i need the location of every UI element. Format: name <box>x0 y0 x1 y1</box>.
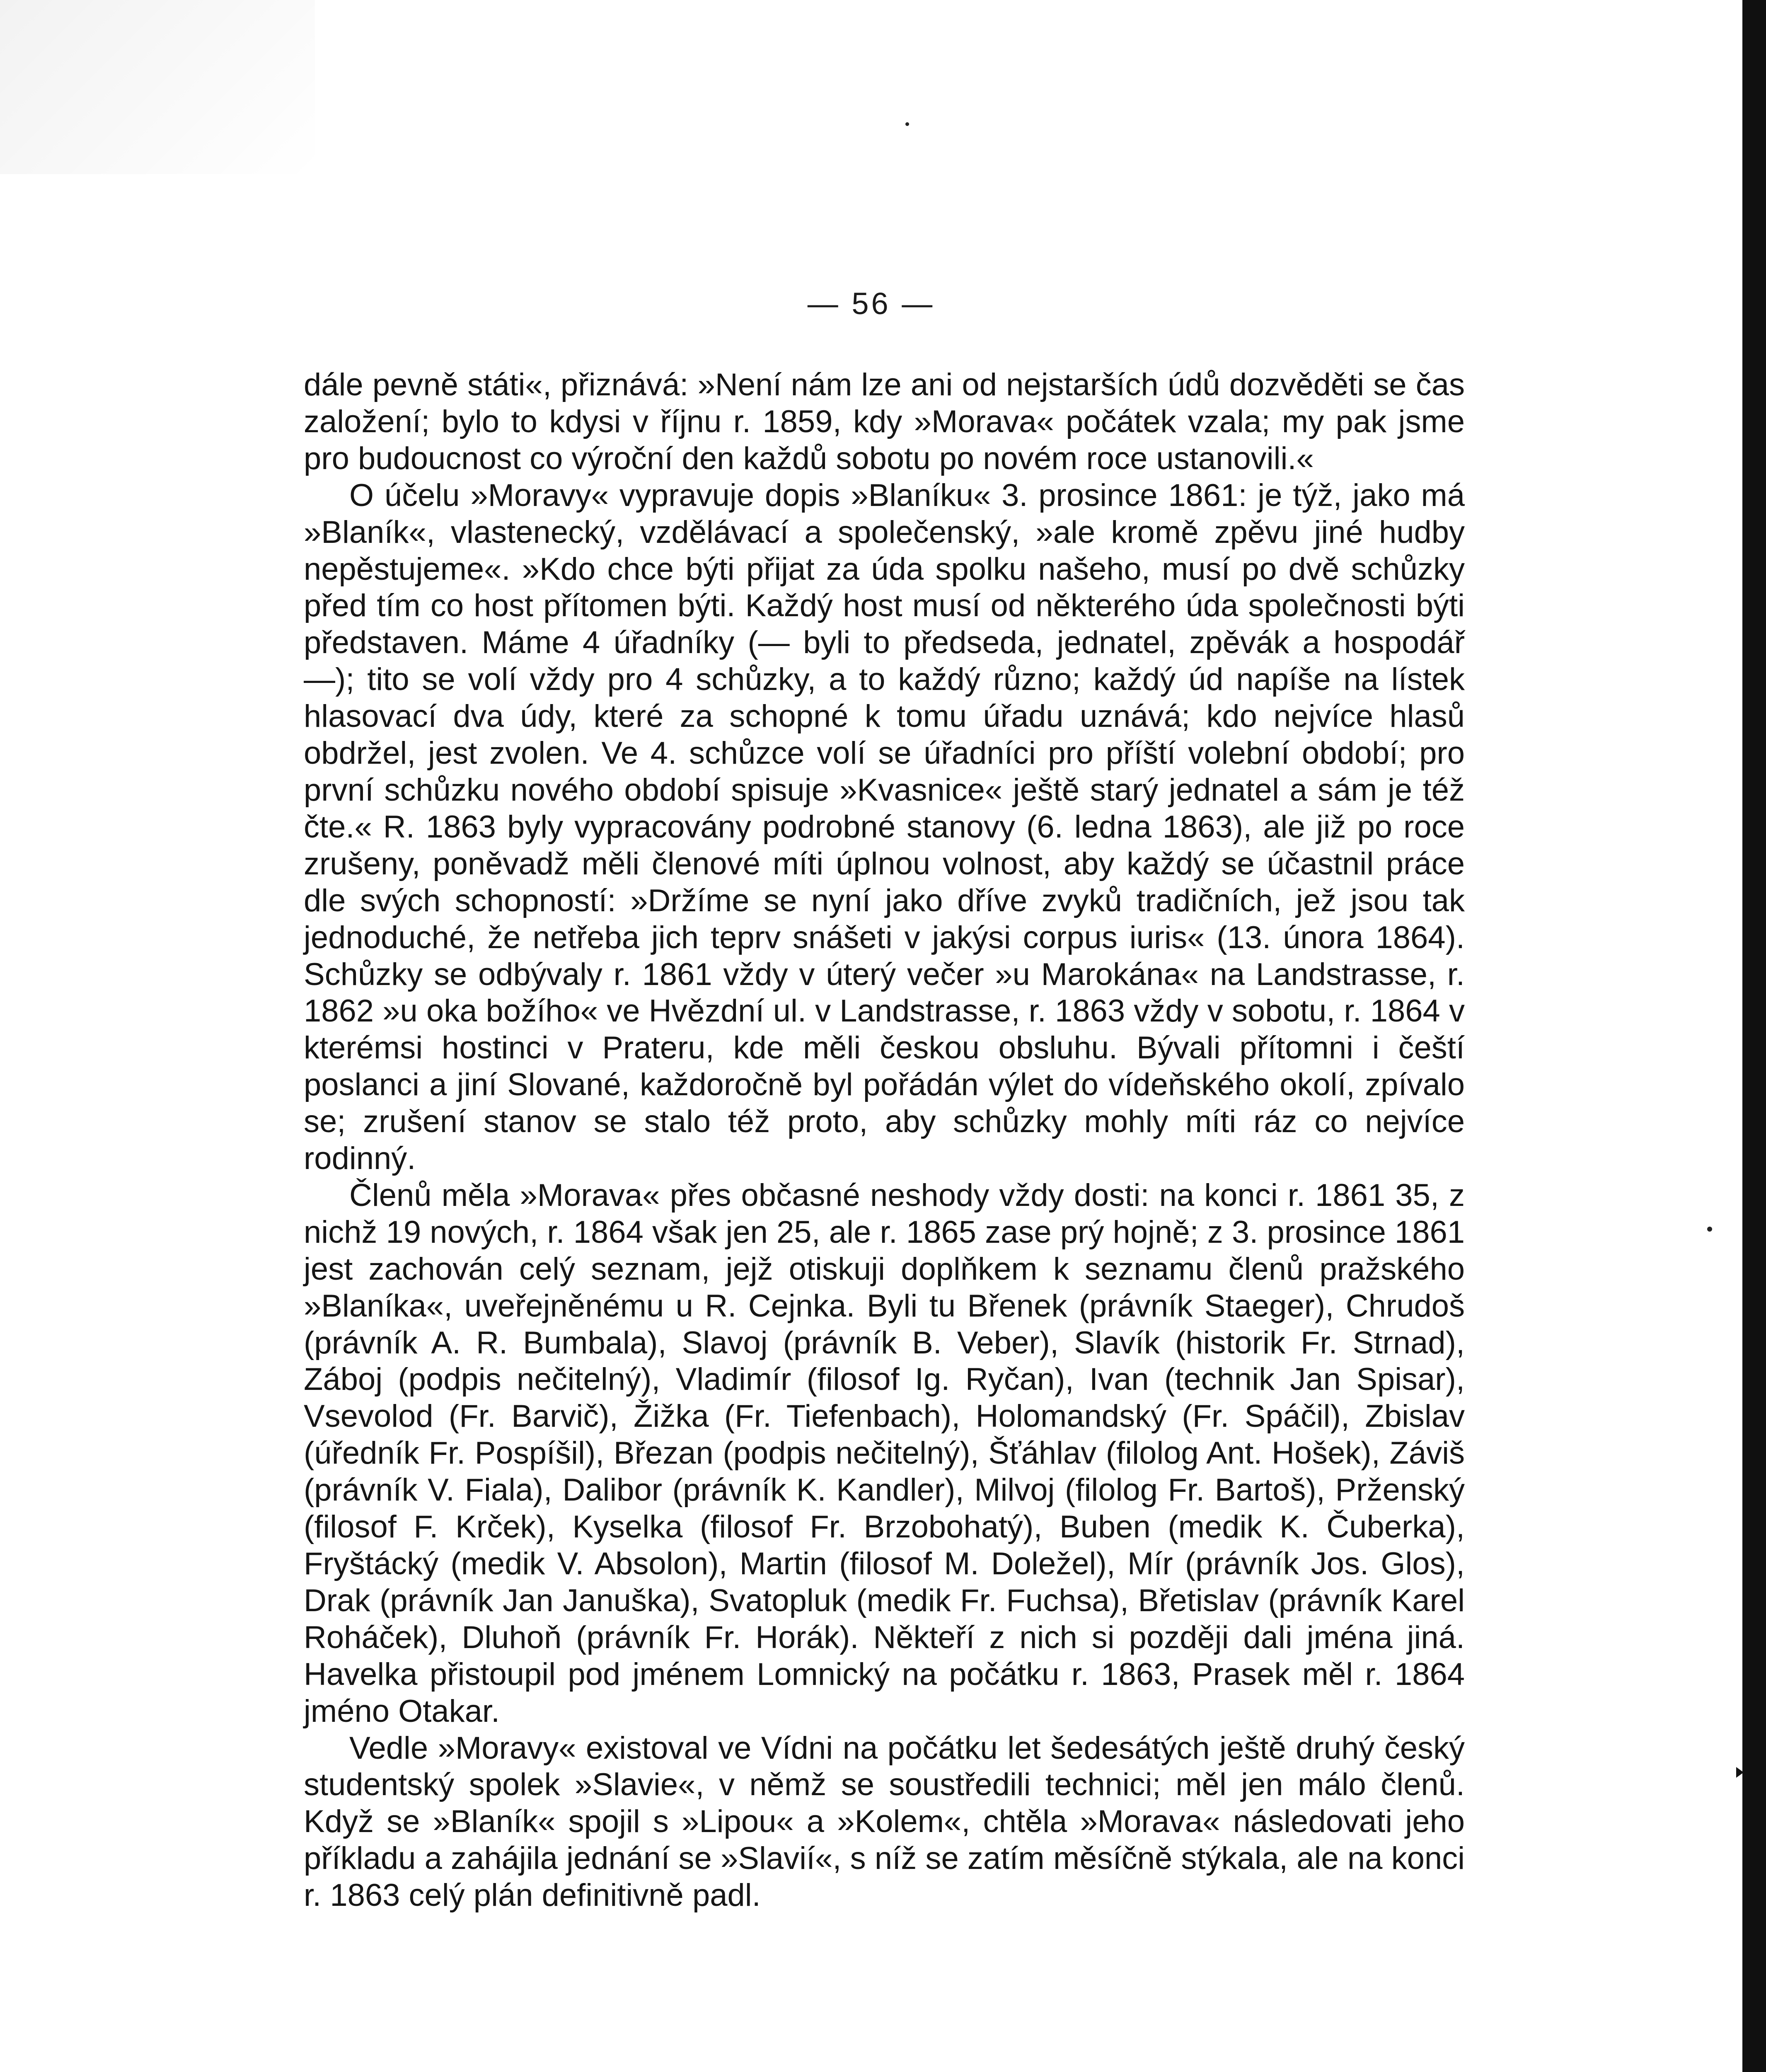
paragraph: Členů měla »Morava« přes občasné neshody vždy dosti: na konci r. 1861 35, z nichž 19 nových, r. 1864 však jen 25, ale r. 1865 zase prý hojně; z 3. prosince 1861 jest zachován celý seznam, jejž otiskuji doplňkem k seznamu členů pražského »Blaníka«, uveřejněnému u R. Cejnka. Byli tu Břenek (právník Staeger), Chrudoš (právník A. R. Bumbala), Slavoj (právník B. Veber), Slavík (historik Fr. Strnad), Záboj (podpis nečitelný), Vladimír (filosof Ig. Ryčan), Ivan (technik Jan Spisar), Vsevolod (Fr. Barvič), Žižka (Fr. Tiefenbach), Holomandský (Fr. Spáčil), Zbislav (úředník Fr. Pospíšil), Březan (podpis nečitelný), Šťáhlav (filolog Ant. Hošek), Záviš (právník V. Fiala), Dalibor (právník K. Kandler), Milvoj (filolog Fr. Bartoš), Prženský (filosof F. Krček), Kyselka (filosof Fr. Brzobohatý), Buben (medik K. Čuberka), Fryštácký (medik V. Absolon), Martin (filosof M. Doležel), Mír (právník Jos. Glos), Drak (právník Jan Januška), Svatopluk (medik Fr. Fuchsa), Břetislav (právník Karel Roháček), Dluhoň (právník Fr. Horák). Někteří z nich si později dali jména jiná. Havelka přistoupil pod jménem Lomnický na počátku r. 1863, Prasek měl r. 1864 jméno Otakar. <box>304 1177 1465 1729</box>
paragraph: O účelu »Moravy« vypravuje dopis »Blaníku« 3. prosince 1861: je týž, jako má »Blaník«, vlastenecký, vzdělávací a společenský, »ale kromě zpěvu jiné hudby nepěstujeme«. »Kdo chce býti přijat za úda spolku našeho, musí po dvě schůzky před tím co host přítomen býti. Každý host musí od některého úda společnosti býti představen. Máme 4 úřadníky (— byli to předseda, jednatel, zpěvák a hospodář —); tito se volí vždy pro 4 schůzky, a to každý různo; každý úd napíše na lístek hlasovací dva údy, které za schopné k tomu úřadu uznává; kdo nejvíce hlasů obdržel, jest zvolen. Ve 4. schůzce volí se úřadníci pro příští volební období; pro první schůzku nového období spisuje »Kvasnice« ještě starý jednatel a sám je též čte.« R. 1863 byly vypracovány podrobné stanovy (6. ledna 1863), ale již po roce zrušeny, poněvadž měli členové míti úplnou volnost, aby každý se účastnil práce dle svých schopností: »Držíme se nyní jako dříve zvyků tradičních, jež jsou tak jednoduché, že netřeba jich teprv snášeti v jakýsi corpus iuris« (13. února 1864). Schůzky se odbývaly r. 1861 vždy v úterý večer »u Marokána« na Landstrasse, r. 1862 »u oka božího« ve Hvězdní ul. v Landstrasse, r. 1863 vždy v sobotu, r. 1864 v kterémsi hostinci v Prateru, kde měli českou obsluhu. Bývali přítomni i čeští poslanci a jiní Slované, každoročně byl pořádán výlet do vídeňského okolí, zpívalo se; zrušení stanov se stalo též proto, aby schůzky mohly míti ráz co nejvíce rodinný. <box>304 477 1465 1176</box>
page-number: — 56 — <box>807 286 935 321</box>
scan-speck <box>1707 1227 1712 1232</box>
scan-border <box>1742 0 1766 2072</box>
scan-shading <box>0 0 315 174</box>
paragraph: dále pevně státi«, přiznává: »Není nám lze ani od nejstarších údů dozvěděti se čas založení; bylo to kdysi v říjnu r. 1859, kdy »Morava« počátek vzala; my pak jsme pro budoucnost co výroční den každů sobotu po novém roce ustanovili.« <box>304 367 1465 476</box>
paragraph: Vedle »Moravy« existoval ve Vídni na počátku let šedesátých ještě druhý český studentský spolek »Slavie«, v němž se soustředili technici; měl jen málo členů. Když se »Blaník« spojil s »Lipou« a »Kolem«, chtěla »Morava« následovati jeho příkladu a zahájila jednání se »Slavií«, s níž se zatím měsíčně stýkala, ale na konci r. 1863 celý plán definitivně padl. <box>304 1730 1465 1913</box>
scan-speck <box>905 122 909 126</box>
body-text <box>304 367 1465 1914</box>
